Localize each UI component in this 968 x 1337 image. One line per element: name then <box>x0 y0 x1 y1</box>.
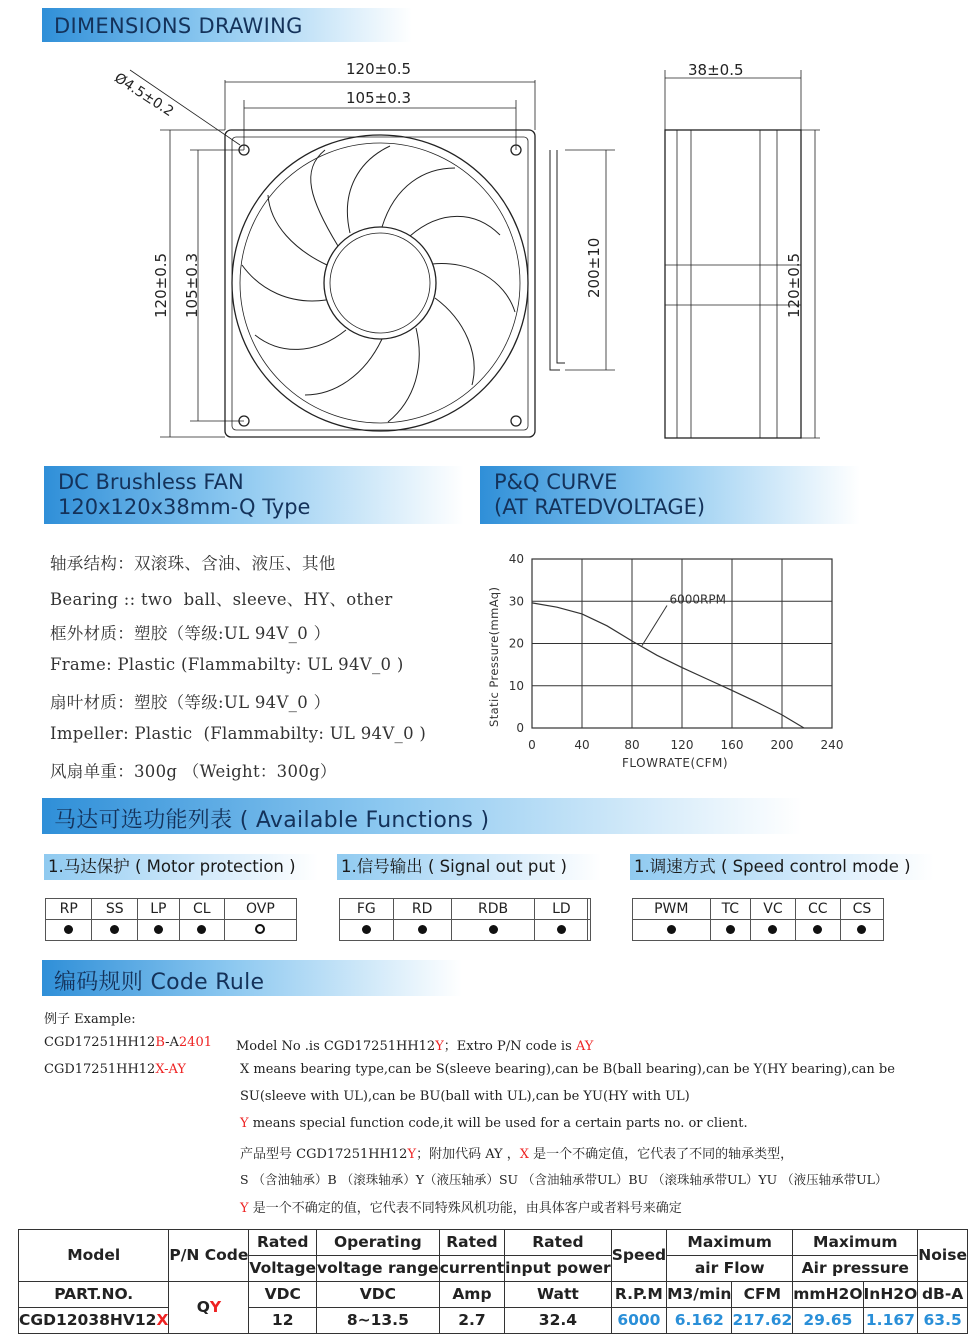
dimensions-title: DIMENSIONS DRAWING <box>54 14 303 38</box>
speed-control-table <box>632 898 884 941</box>
pq-chart <box>480 545 860 785</box>
available-dot <box>726 925 735 934</box>
motor-protection-ss: SS <box>92 899 138 920</box>
rule-line-7-a: Y <box>240 1201 249 1216</box>
dimensions-banner <box>42 8 412 42</box>
available-dot <box>813 925 822 934</box>
available-dot <box>110 925 119 934</box>
optional-ring-dot <box>255 924 265 934</box>
hole-diameter-label: Ø4.5±0.2 <box>111 70 177 121</box>
th-operating-2: voltage range <box>317 1256 440 1282</box>
code-rule-title: 编码规则 Code Rule <box>54 970 265 995</box>
motor-protection-heading: 1.马达保护 ( Motor protection ) <box>44 854 318 880</box>
rule-line-3: SU(sleeve with UL),can be BU(ball with UL),can be YU(HY with UL) <box>240 1089 690 1104</box>
pq-annotation-arrow <box>642 605 667 645</box>
th-operating-1: Operating <box>317 1230 440 1256</box>
available-dot <box>667 925 676 934</box>
speed-cc: CC <box>795 899 840 920</box>
motor-protection-rp: RP <box>46 899 92 920</box>
available-dot <box>857 925 866 934</box>
rule-line-5 <box>240 1143 793 1162</box>
rule-line-1-b: Y <box>435 1039 444 1054</box>
unit-rpm: R.P.M <box>611 1282 666 1308</box>
speed-tc: TC <box>710 899 751 920</box>
pq-x-tick: 160 <box>720 738 744 752</box>
speed-control-heading: 1.调速方式 ( Speed control mode ) <box>630 854 934 880</box>
th-rated-power-1: Rated <box>505 1230 612 1256</box>
example-label: 例子 Example: <box>44 1012 136 1027</box>
th-rated-voltage-2: Voltage <box>249 1256 317 1282</box>
val-m3: 6.162 <box>667 1308 732 1334</box>
pq-title-line1: P&Q CURVE <box>494 470 618 494</box>
width-outer-label: 120±0.5 <box>346 60 412 78</box>
height-hole-label: 105±0.3 <box>183 252 201 318</box>
width-hole-label: 105±0.3 <box>346 89 412 107</box>
signal-output-heading: 1.信号输出 ( Signal out put ) <box>337 854 601 880</box>
available-dot <box>557 925 566 934</box>
pq-x-tick: 80 <box>624 738 640 752</box>
val-mm: 29.65 <box>793 1308 863 1334</box>
signal-empty <box>588 899 591 920</box>
pq-y-tick: 0 <box>516 721 524 735</box>
spec-line-1: 轴承结构：双滚珠、含油、液压、其他 <box>50 554 336 573</box>
spec-line-7: 风扇单重：300g （Weight：300g） <box>50 762 337 781</box>
th-model: Model <box>19 1230 169 1282</box>
rule-line-1-d: AY <box>575 1039 594 1054</box>
signal-rd: RD <box>393 899 451 920</box>
rule-line-7-b: 是一个不确定的值，它代表不同特殊风机功能，由具体客户或者料号来确定 <box>248 1201 682 1216</box>
pq-y-axis-label: Static Pressure(mmAq) <box>487 586 501 727</box>
example-1-code: 2401 <box>178 1035 212 1050</box>
model-base: CGD12038HV12 <box>19 1311 157 1329</box>
rule-line-1 <box>236 1035 593 1054</box>
val-cfm: 217.62 <box>732 1308 793 1334</box>
spec-line-6: Impeller: Plastic (Flammabilty: UL 94V_0 ) <box>50 724 427 743</box>
example-1 <box>44 1035 212 1050</box>
pq-series-line <box>532 603 804 728</box>
example-1-bearing: B <box>155 1035 166 1050</box>
pq-y-tick: 30 <box>508 594 524 609</box>
pq-y-tick: 20 <box>508 636 524 651</box>
example-2 <box>44 1062 186 1077</box>
th-pressure-1: Maximum <box>793 1230 918 1256</box>
available-dot <box>362 925 371 934</box>
pq-x-tick: 240 <box>820 738 844 752</box>
val-v: 12 <box>249 1308 317 1334</box>
spec-line-4: Frame: Plastic (Flammabilty: UL 94V_0 ) <box>50 655 404 674</box>
side-height-label: 120±0.5 <box>785 252 803 318</box>
rule-line-1-a: Model No .is CGD17251HH12 <box>236 1039 436 1054</box>
rule-line-4 <box>240 1116 748 1131</box>
pq-title-line2: (AT RATEDVOLTAGE) <box>494 495 706 519</box>
rule-line-5-e: 是一个不确定值，它代表了不同的轴承类型， <box>529 1147 794 1162</box>
val-a: 2.7 <box>439 1308 504 1334</box>
spec-line-2: Bearing :: two ball、sleeve、HY、other <box>50 590 393 609</box>
th-noise: Noise <box>918 1230 968 1282</box>
th-rated-power-2: input power <box>505 1256 612 1282</box>
unit-w: Watt <box>505 1282 612 1308</box>
depth-label: 38±0.5 <box>688 61 744 79</box>
rule-line-7 <box>240 1197 682 1216</box>
speed-pwm: PWM <box>633 899 711 920</box>
signal-rdb: RDB <box>451 899 535 920</box>
code-rule-banner <box>42 960 462 996</box>
spec-table <box>18 1229 968 1334</box>
th-pn-code: P/N Code <box>169 1230 249 1282</box>
model-suffix: X <box>156 1311 169 1329</box>
available-dot <box>64 925 73 934</box>
unit-in: InH2O <box>863 1282 918 1308</box>
pq-banner <box>480 466 860 524</box>
val-rpm: 6000 <box>611 1308 666 1334</box>
val-db: 63.5 <box>918 1308 968 1334</box>
unit-a: Amp <box>439 1282 504 1308</box>
available-dot <box>489 925 498 934</box>
pq-x-tick: 0 <box>528 738 536 752</box>
height-outer-label: 120±0.5 <box>152 252 170 318</box>
example-2-suffix: X-AY <box>155 1062 186 1077</box>
signal-output-table <box>339 898 591 941</box>
pn-code-cell <box>169 1282 249 1334</box>
rule-line-5-b: Y <box>407 1147 417 1162</box>
rule-line-6: S （含油轴承）B （滚珠轴承）Y（液压轴承）SU （含油轴承带UL）BU （滚珠轴承带UL）YU （液压轴承带UL） <box>240 1172 888 1187</box>
unit-part-no: PART.NO. <box>19 1282 169 1308</box>
val-vr: 8~13.5 <box>317 1308 440 1334</box>
fan-front-drawing <box>120 50 620 450</box>
motor-protection-ovp: OVP <box>224 899 296 920</box>
th-airflow-1: Maximum <box>667 1230 793 1256</box>
model-cell <box>19 1308 169 1334</box>
fan-title-line1: DC Brushless FAN <box>58 470 244 494</box>
signal-fg: FG <box>340 899 394 920</box>
fan-type-banner <box>44 466 464 524</box>
th-airflow-2: air Flow <box>667 1256 793 1282</box>
example-1-base: CGD17251HH12 <box>44 1035 156 1050</box>
lead-length-label: 200±10 <box>585 237 603 298</box>
example-2-base: CGD17251HH12 <box>44 1062 156 1077</box>
signal-ld: LD <box>535 899 588 920</box>
rule-line-4-b: means special function code,it will be used for a certain parts no. or client. <box>248 1116 748 1131</box>
pn-code-b: Y <box>209 1298 222 1316</box>
rule-line-1-c: ；Extro P/N code is <box>443 1039 576 1054</box>
pq-x-tick: 200 <box>770 738 794 752</box>
rule-line-2: X means bearing type,can be S(sleeve bearing),can be B(ball bearing),can be Y(HY bearing),can be <box>240 1062 895 1077</box>
th-rated-current-1: Rated <box>439 1230 504 1256</box>
pq-annotation: 6000RPM <box>669 592 726 607</box>
val-in: 1.167 <box>863 1308 918 1334</box>
th-rated-current-2: current <box>439 1256 504 1282</box>
rule-line-5-d: X <box>519 1147 530 1162</box>
pq-y-tick: 10 <box>508 678 524 693</box>
functions-title: 马达可选功能列表 ( Available Functions ) <box>54 808 490 833</box>
available-dot <box>768 925 777 934</box>
pq-y-tick: 40 <box>508 552 524 566</box>
rule-line-5-c: ；附加代码 AY ， <box>416 1147 520 1162</box>
motor-protection-table <box>45 898 297 941</box>
motor-protection-cl: CL <box>179 899 224 920</box>
pq-x-axis-label: FLOWRATE(CFM) <box>622 756 729 770</box>
speed-vc: VC <box>751 899 796 920</box>
unit-v: VDC <box>249 1282 317 1308</box>
available-dot <box>197 925 206 934</box>
unit-m3: M3/min <box>667 1282 732 1308</box>
motor-protection-lp: LP <box>137 899 179 920</box>
pq-x-tick: 40 <box>574 738 590 752</box>
pn-code-a: Q <box>196 1298 210 1316</box>
available-dot <box>154 925 163 934</box>
pq-x-tick: 120 <box>670 738 694 752</box>
th-pressure-2: Air pressure <box>793 1256 918 1282</box>
rule-line-5-a: 产品型号 CGD17251HH12 <box>240 1147 408 1162</box>
th-speed: Speed <box>611 1230 666 1282</box>
rule-line-4-a: Y <box>240 1116 249 1131</box>
spec-line-3: 框外材质：塑胶（等级:UL 94V_0 ） <box>50 624 331 643</box>
unit-vr: VDC <box>317 1282 440 1308</box>
unit-mm: mmH2O <box>793 1282 863 1308</box>
functions-banner <box>42 798 802 834</box>
example-1-sep: -A <box>165 1035 179 1050</box>
unit-cfm: CFM <box>732 1282 793 1308</box>
speed-cs: CS <box>840 899 883 920</box>
unit-db: dB-A <box>918 1282 968 1308</box>
spec-line-5: 扇叶材质：塑胶（等级:UL 94V_0 ） <box>50 693 331 712</box>
th-rated-voltage-1: Rated <box>249 1230 317 1256</box>
available-dot <box>418 925 427 934</box>
val-w: 32.4 <box>505 1308 612 1334</box>
fan-title-line2: 120x120x38mm-Q Type <box>58 495 311 519</box>
